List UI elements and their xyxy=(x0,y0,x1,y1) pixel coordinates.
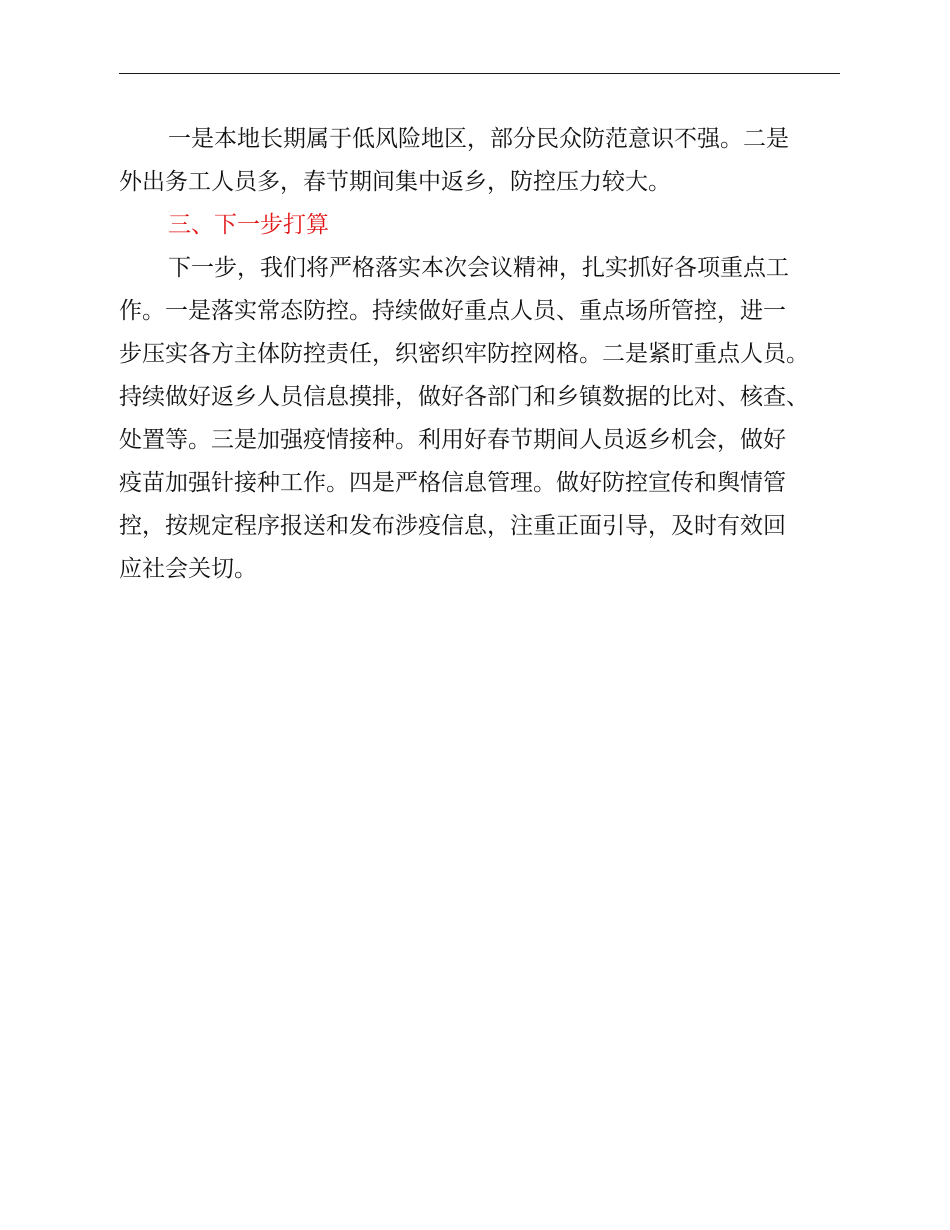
document-body xyxy=(119,118,843,591)
header-rule xyxy=(119,73,840,74)
paragraph-2-line: 步压实各方主体防控责任，织密织牢防控网格。二是紧盯重点人员。 xyxy=(119,341,809,367)
paragraph-2-line: 疫苗加强针接种工作。四是严格信息管理。做好防控宣传和舆情管 xyxy=(119,470,786,496)
paragraph-1-line: 外出务工人员多，春节期间集中返乡，防控压力较大。 xyxy=(119,169,671,195)
paragraph-2-line: 处置等。三是加强疫情接种。利用好春节期间人员返乡机会，做好 xyxy=(119,427,786,453)
paragraph-2-line: 持续做好返乡人员信息摸排，做好各部门和乡镇数据的比对、核查、 xyxy=(119,384,809,410)
paragraph-2-line: 控，按规定程序报送和发布涉疫信息，注重正面引导，及时有效回 xyxy=(119,513,786,539)
paragraph-2-line: 应社会关切。 xyxy=(119,556,257,582)
paragraph-2-line: 作。一是落实常态防控。持续做好重点人员、重点场所管控，进一 xyxy=(119,298,786,324)
section-heading: 三、下一步打算 xyxy=(168,212,329,238)
paragraph-1-line: 一是本地长期属于低风险地区，部分民众防范意识不强。二是 xyxy=(168,126,789,152)
paragraph-2-line: 下一步，我们将严格落实本次会议精神，扎实抓好各项重点工 xyxy=(168,255,789,281)
